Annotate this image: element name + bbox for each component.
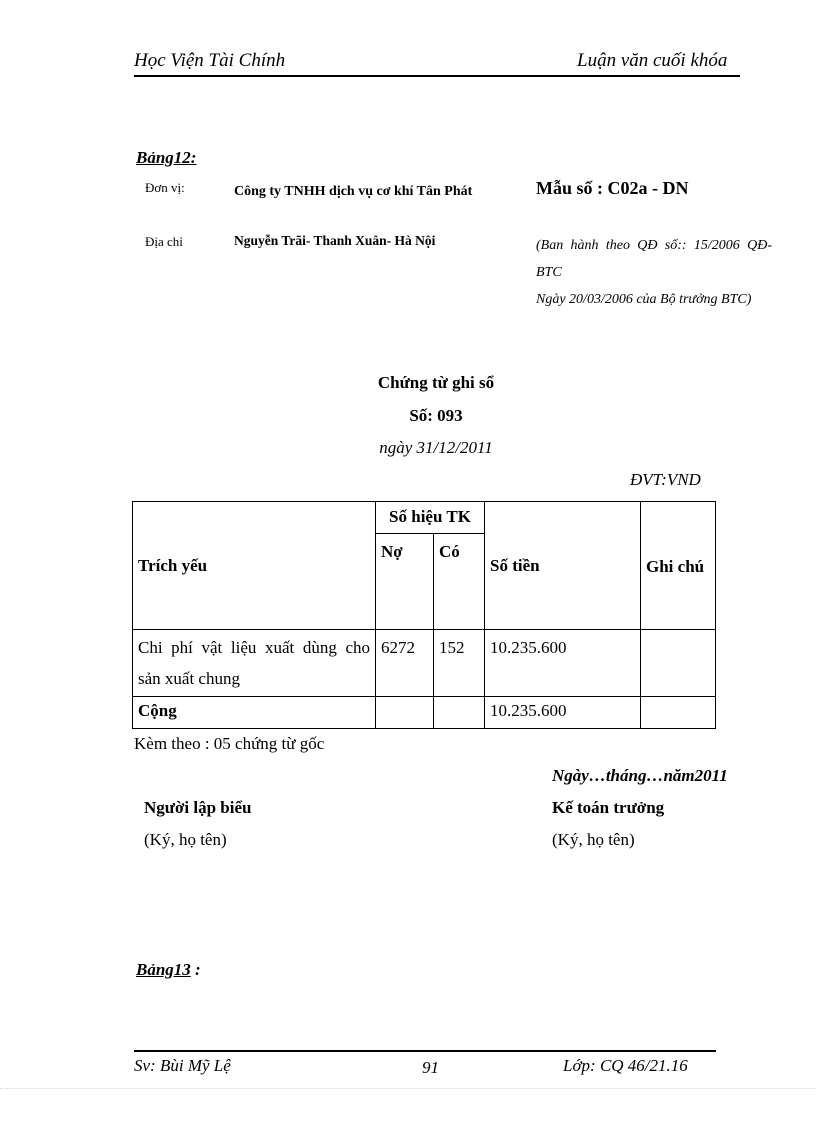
col-credit: Có (434, 534, 485, 630)
voucher-date: ngày 31/12/2011 (379, 438, 493, 457)
table12-label: Bảng12: (136, 148, 197, 167)
header-rule (134, 75, 740, 77)
voucher-number: Số: 093 (409, 406, 463, 425)
col-account-no: Số hiệu TK (376, 502, 485, 534)
row-note (641, 630, 716, 697)
chief-note: (Ký, họ tên) (552, 830, 635, 849)
form-number: Mẫu số : C02a - DN (536, 178, 689, 198)
col-amount: Số tiền (485, 502, 641, 630)
footer-rule (134, 1050, 716, 1052)
sign-date: Ngày…tháng…năm2011 (552, 766, 728, 785)
table13-heading (136, 960, 201, 980)
row-amount: 10.235.600 (485, 630, 641, 697)
page-number: 91 (422, 1058, 439, 1077)
address-value: Nguyễn Trãi- Thanh Xuân- Hà Nội (234, 233, 436, 248)
table13-suffix: : (190, 960, 201, 979)
footer-class: Lớp: CQ 46/21.16 (563, 1056, 688, 1075)
preparer-note: (Ký, họ tên) (144, 830, 227, 849)
table13-label: Bảng13 (136, 960, 191, 979)
header-left: Học Viện Tài Chính (134, 50, 286, 71)
chief-title: Kế toán trưởng (552, 798, 665, 817)
currency-unit: ĐVT:VND (630, 470, 701, 489)
issued-note-2: Ngày 20/03/2006 của Bộ trưởng BTC) (536, 292, 752, 307)
col-note: Ghi chú (641, 502, 716, 630)
table-row (133, 630, 716, 697)
row-credit: 152 (434, 630, 485, 697)
unit-label: Đơn vị: (145, 180, 185, 195)
total-label: Cộng (133, 697, 376, 729)
unit-value: Công ty TNHH dịch vụ cơ khí Tân Phát (234, 184, 473, 199)
header-right: Luận văn cuối khóa (577, 50, 728, 71)
attachments: Kèm theo : 05 chứng từ gốc (134, 734, 325, 753)
footer-student: Sv: Bùi Mỹ Lệ (134, 1056, 231, 1075)
preparer-title: Người lập biểu (144, 798, 252, 817)
col-summary: Trích yếu (133, 502, 376, 630)
total-row (133, 697, 716, 729)
col-debit: Nợ (376, 534, 434, 630)
row-debit: 6272 (376, 630, 434, 697)
page-edge (0, 1088, 816, 1089)
voucher-title: Chứng từ ghi sổ (377, 373, 495, 392)
issued-note-1: (Ban hành theo QĐ số:: 15/2006 QĐ-BTC (536, 238, 772, 280)
total-amount: 10.235.600 (485, 697, 641, 729)
row-summary: Chi phí vật liệu xuất dùng cho sản xuất chung (133, 630, 376, 697)
voucher-table (132, 501, 716, 729)
address-label: Địa chỉ (145, 234, 183, 249)
